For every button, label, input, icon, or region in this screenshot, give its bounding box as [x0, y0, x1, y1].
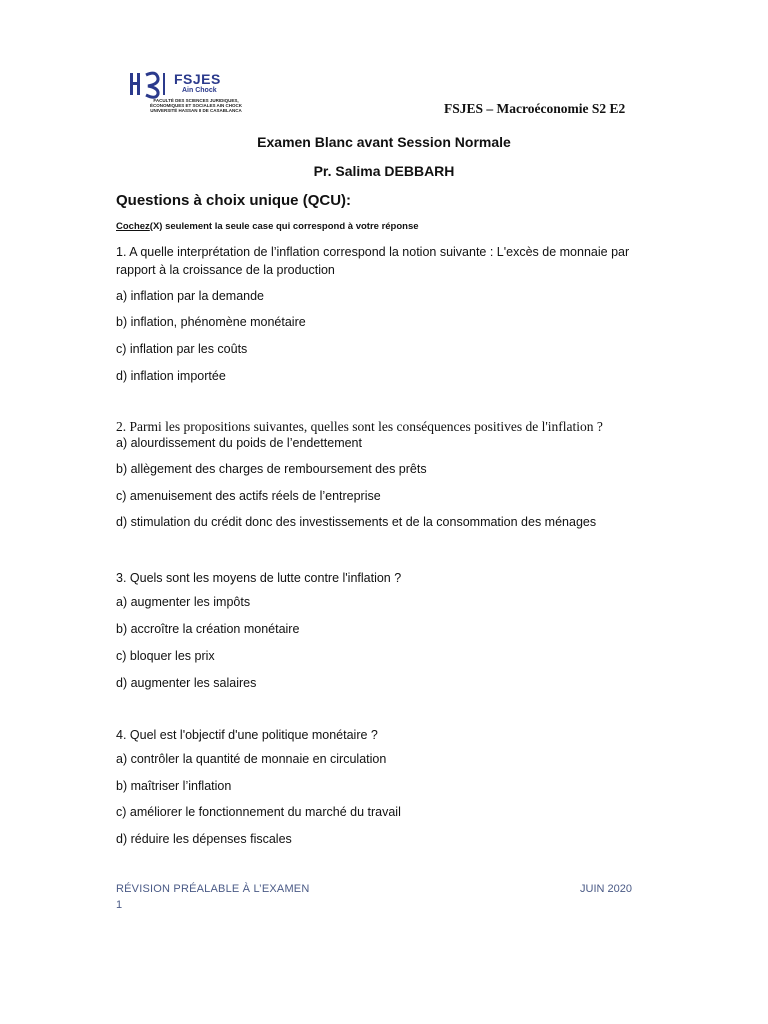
- university-emblem-icon: [128, 70, 168, 100]
- q4-option-b[interactable]: b) maîtriser l’inflation: [116, 779, 232, 793]
- logo-fine-text: [128, 98, 264, 113]
- question-1: 1. A quelle interprétation de l’inflation correspond la notion suivante : L'excès de monnaie par rapport à la croissance de la production: [116, 245, 630, 277]
- q1-option-d[interactable]: d) inflation importée: [116, 369, 226, 383]
- logo-fine-line: ÉCONOMIQUES ET SOCIALES AIN CHOCK: [149, 103, 243, 108]
- professor-name: Pr. Salima DEBBARH: [313, 163, 455, 179]
- q1-option-a[interactable]: a) inflation par la demande: [116, 289, 265, 303]
- q2-option-a[interactable]: a) alourdissement du poids de l’endettement: [116, 436, 362, 450]
- instruction-underlined: Cochez: [116, 221, 150, 232]
- q1-option-b[interactable]: b) inflation, phénomène monétaire: [116, 315, 306, 329]
- q4-option-a[interactable]: a) contrôler la quantité de monnaie en circulation: [116, 752, 387, 766]
- footer-revision: RÉVISION PRÉALABLE À L’EXAMEN: [116, 883, 310, 895]
- question-3: 3. Quels sont les moyens de lutte contre l'inflation ?: [116, 571, 402, 585]
- q3-option-a[interactable]: a) augmenter les impôts: [116, 595, 251, 609]
- logo-subtitle: Ain Chock: [182, 87, 217, 94]
- page-number: 1: [116, 899, 123, 911]
- q3-option-d[interactable]: d) augmenter les salaires: [116, 676, 257, 690]
- fsjes-logo: [128, 70, 258, 116]
- q3-option-b[interactable]: b) accroître la création monétaire: [116, 622, 300, 636]
- course-header: FSJES – Macroéconomie S2 E2: [444, 101, 626, 116]
- q4-option-d[interactable]: d) réduire les dépenses fiscales: [116, 832, 292, 846]
- q3-option-c[interactable]: c) bloquer les prix: [116, 649, 215, 663]
- logo-fine-line: FACULTÉ DES SCIENCES JURIDIQUES,: [153, 98, 239, 103]
- exam-title: Examen Blanc avant Session Normale: [257, 134, 511, 150]
- question-2: 2. Parmi les propositions suivantes, quelles sont les conséquences positives de l'inflation ?: [116, 419, 603, 434]
- q2-option-d[interactable]: d) stimulation du crédit donc des investissements et de la consommation des ménages: [116, 515, 597, 529]
- q1-option-c[interactable]: c) inflation par les coûts: [116, 342, 248, 356]
- q2-option-c[interactable]: c) amenuisement des actifs réels de l’entreprise: [116, 489, 381, 503]
- q4-option-c[interactable]: c) améliorer le fonctionnement du marché du travail: [116, 805, 401, 819]
- instruction-text: [116, 221, 419, 232]
- logo-title: FSJES: [174, 71, 221, 87]
- instruction-rest: (X) seulement la seule case qui correspond à votre réponse: [149, 221, 419, 232]
- section-heading: Questions à choix unique (QCU):: [116, 192, 352, 209]
- question-4: 4. Quel est l'objectif d'une politique monétaire ?: [116, 728, 378, 742]
- logo-fine-line: UNIVERSITÉ HASSAN II DE CASABLANCA: [150, 108, 242, 113]
- footer-date: JUIN 2020: [580, 883, 632, 895]
- q2-option-b[interactable]: b) allègement des charges de remboursement des prêts: [116, 462, 427, 476]
